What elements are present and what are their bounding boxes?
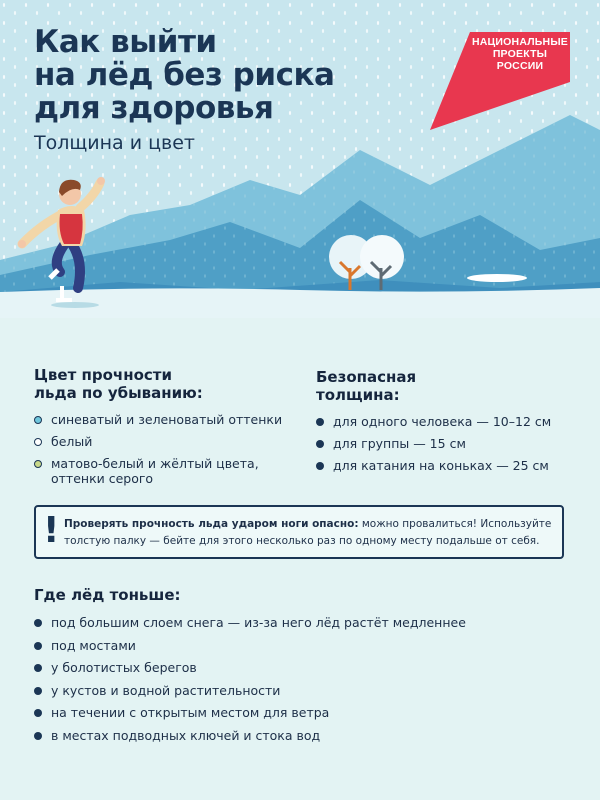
list-item <box>34 456 304 486</box>
blue-bullet-icon <box>34 416 42 424</box>
bullet-icon <box>34 687 42 695</box>
list-item <box>34 705 574 720</box>
item-text: у кустов и водной растительности <box>51 682 281 698</box>
warning-rest: можно провалиться! Используйте толстую палку — бейте для этого несколько раз по одному месту подальше от себя. <box>64 518 552 547</box>
bullet-icon <box>34 709 42 717</box>
item-text: под мостами <box>51 637 136 653</box>
logo-text <box>470 36 570 72</box>
heading-line: льда по убыванию: <box>34 384 203 402</box>
warning-bold: Проверять прочность льда ударом ноги опасно: <box>64 518 359 530</box>
strength-list <box>34 412 304 486</box>
item-text: синеватый и зеленоватый оттенки <box>51 412 283 427</box>
heading-line: Цвет прочности <box>34 366 172 384</box>
list-item <box>34 434 304 449</box>
thickness-heading <box>316 368 416 404</box>
item-text: белый <box>51 434 93 449</box>
list-item <box>316 458 576 473</box>
page-title <box>34 26 334 125</box>
title-line: на лёд без риска <box>34 57 335 93</box>
list-item <box>316 414 576 429</box>
logo-line: РОССИИ <box>496 60 544 72</box>
list-item <box>34 683 574 698</box>
bullet-icon <box>34 642 42 650</box>
list-item <box>316 436 576 451</box>
thin-ice-heading: Где лёд тоньше: <box>34 586 181 604</box>
list-item <box>34 638 574 653</box>
item-text: для катания на коньках — 25 см <box>333 458 549 473</box>
thin-ice-list <box>34 615 574 743</box>
bullet-icon <box>34 619 42 627</box>
list-item <box>34 728 574 743</box>
yellow-bullet-icon <box>34 460 42 468</box>
exclamation-icon: ! <box>43 510 60 551</box>
strength-heading <box>34 366 203 402</box>
list-item <box>34 615 574 630</box>
item-text: у болотистых берегов <box>51 660 197 675</box>
bullet-icon <box>34 664 42 672</box>
bullet-icon <box>316 418 324 426</box>
item-text: в местах подводных ключей и стока вод <box>51 727 321 743</box>
item-text: на течении с открытым местом для ветра <box>51 705 330 720</box>
item-text: для одного человека — 10–12 см <box>333 414 552 429</box>
logo-line: НАЦИОНАЛЬНЫЕ <box>471 36 569 48</box>
bullet-icon <box>316 462 324 470</box>
bullet-icon <box>316 440 324 448</box>
warning-text <box>64 516 558 550</box>
warning-box <box>34 505 564 559</box>
logo-line: ПРОЕКТЫ <box>492 48 548 60</box>
white-bullet-icon <box>34 438 42 446</box>
title-line: Как выйти <box>34 24 217 60</box>
item-text: матово-белый и жёлтый цвета, <box>51 456 259 471</box>
list-item <box>34 660 574 675</box>
title-line: для здоровья <box>34 90 274 126</box>
item-text: под большим слоем снега — из-за него лёд растёт медленнее <box>51 615 466 630</box>
heading-line: Безопасная <box>316 368 417 386</box>
heading-line: толщина: <box>316 386 400 404</box>
thickness-list <box>316 414 576 473</box>
page-subtitle: Толщина и цвет <box>34 132 195 154</box>
bullet-icon <box>34 732 42 740</box>
list-item <box>34 412 304 427</box>
item-text: для группы — 15 см <box>333 436 466 451</box>
hero-illustration <box>0 0 600 318</box>
item-text: оттенки серого <box>51 471 154 486</box>
